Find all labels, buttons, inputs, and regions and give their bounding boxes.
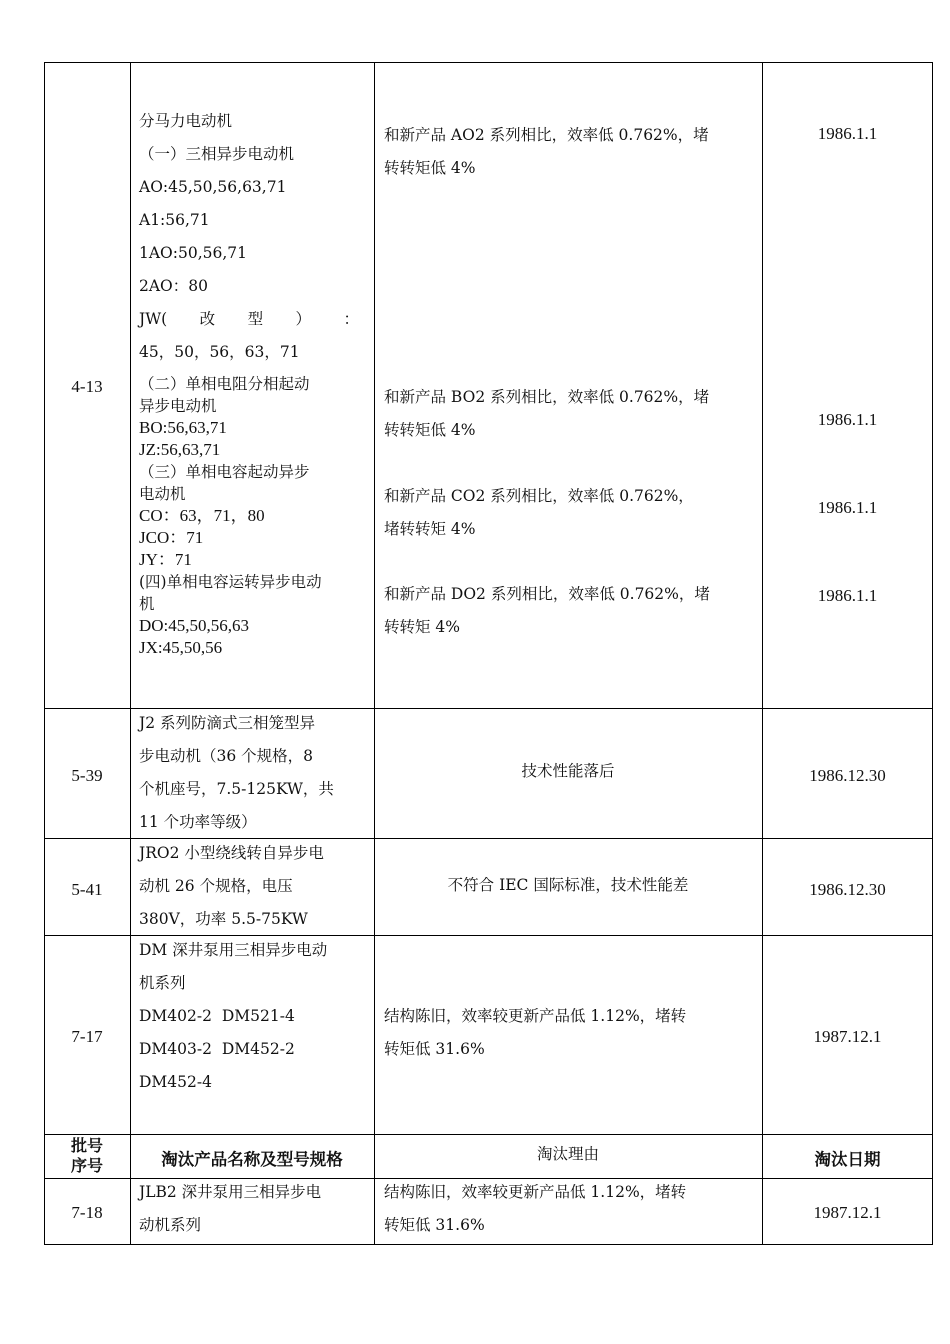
column-divider — [44, 62, 45, 1245]
table-row-seq: 7-17 — [71, 1027, 103, 1046]
table-border-top — [44, 62, 933, 63]
date-cell: 1987.12.1 — [813, 1027, 882, 1046]
date-cell: 1986.1.1 — [817, 410, 878, 429]
date-cell: 1986.1.1 — [817, 498, 878, 517]
reason-cell: 和新产品 BO2 系列相比，效率低 0.762%，堵 转转矩低 4% — [384, 388, 710, 439]
row-divider — [44, 1134, 933, 1135]
table-row-seq: 5-39 — [71, 766, 103, 785]
date-cell: 1986.12.30 — [809, 766, 886, 785]
product-name-cell: （二）单相电阻分相起动 异步电动机 BO:56,63,71 JZ:56,63,71 （三）单相电容起动异步 电动机 CO：63，71，80 JCO：71 JY：71 (四)单相电容运转异步电动 机 DO:45,50,56,63 JX:45,50,56 — [139, 375, 322, 657]
header-reason: 淘汰理由 — [536, 1145, 599, 1163]
reason-cell: 结构陈旧，效率较更新产品低 1.12%，堵转 转矩低 31.6% — [384, 1007, 687, 1058]
date-cell: 1986.12.30 — [809, 880, 886, 899]
reason-cell: 不符合 IEC 国际标准，技术性能差 — [447, 876, 689, 894]
column-divider — [130, 62, 131, 1245]
product-name-cell: JLB2 深井泵用三相异步电 动机系列 — [139, 1183, 322, 1234]
date-cell: 1986.1.1 — [817, 586, 878, 605]
obsolete-products-table — [44, 62, 933, 1245]
table-row-seq: 4-13 — [71, 377, 103, 396]
header-date: 淘汰日期 — [814, 1150, 881, 1169]
product-name-cell: DM 深井泵用三相异步电动 机系列 DM402-2 DM521-4 DM403-2 DM452-2 DM452-4 — [139, 941, 328, 1091]
table-border-bottom — [44, 1244, 933, 1245]
header-seq: 批号 序号 — [70, 1136, 103, 1175]
product-name-cell: J2 系列防滴式三相笼型异 步电动机（36 个规格，8 个机座号，7.5-125KW，共 11 个功率等级） — [139, 714, 334, 831]
header-name: 淘汰产品名称及型号规格 — [161, 1150, 343, 1169]
date-cell: 1987.12.1 — [813, 1203, 882, 1222]
date-cell: 1986.1.1 — [817, 124, 878, 143]
column-divider — [374, 62, 375, 1245]
reason-cell: 技术性能落后 — [521, 762, 615, 780]
reason-cell: 和新产品 DO2 系列相比，效率低 0.762%，堵 转转矩 4% — [384, 585, 710, 636]
table-row-seq: 7-18 — [71, 1203, 103, 1222]
column-divider — [932, 62, 933, 1245]
product-name-cell: JRO2 小型绕线转自异步电 动机 26 个规格，电压 380V，功率 5.5-75KW — [139, 844, 324, 928]
column-divider — [762, 62, 763, 1245]
reason-cell: 结构陈旧，效率较更新产品低 1.12%，堵转 转矩低 31.6% — [384, 1183, 687, 1234]
product-name-cell: 分马力电动机 （一）三相异步电动机 AO:45,50,56,63,71 A1:56,71 1AO:50,56,71 2AO：80 JW( 改 型 ） ： 45，50，56，63，71 — [139, 112, 359, 361]
table-row-seq: 5-41 — [71, 880, 103, 899]
reason-cell: 和新产品 AO2 系列相比，效率低 0.762%，堵 转转矩低 4% — [384, 126, 709, 177]
reason-cell: 和新产品 CO2 系列相比，效率低 0.762%， 堵转转矩 4% — [384, 487, 694, 538]
